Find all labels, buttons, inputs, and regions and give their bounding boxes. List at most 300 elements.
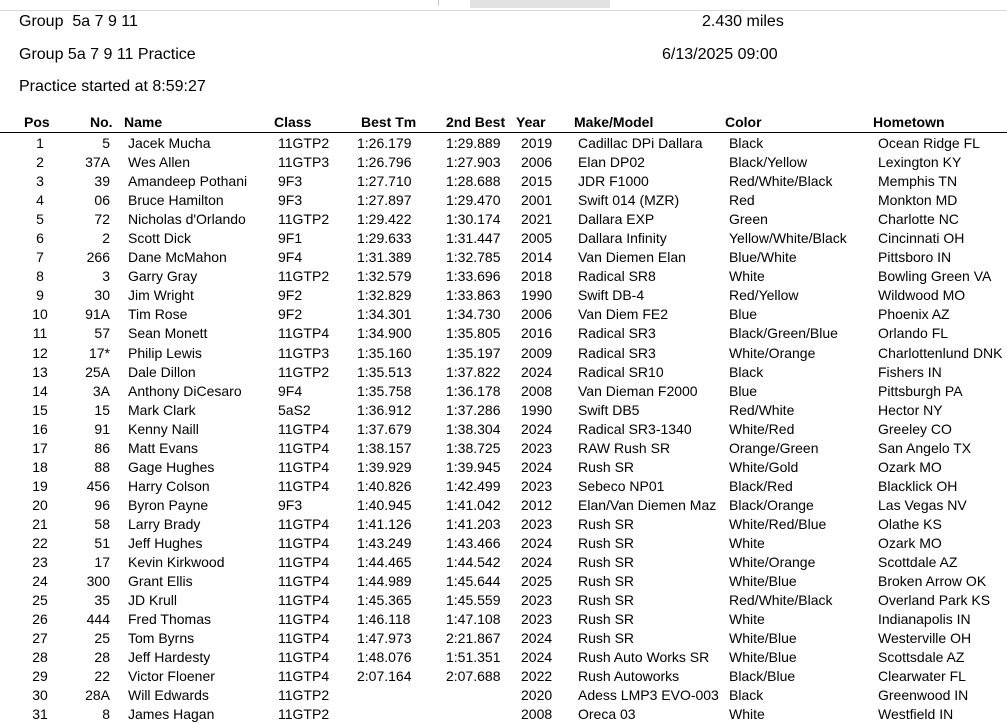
cell-make-model: Rush SR: [578, 458, 635, 475]
cell-best-time: 1:34.900: [357, 325, 412, 342]
cell-car-number: 58: [94, 515, 110, 532]
cell-hometown: Wildwood MO: [878, 287, 966, 304]
table-row: [0, 439, 1007, 458]
col-header-color: Color: [725, 114, 762, 130]
cell-class: 11GTP4: [278, 592, 330, 609]
col-header-class: Class: [274, 114, 312, 130]
table-row: [0, 267, 1007, 286]
cell-color: Red: [729, 192, 755, 209]
col-header-pos: Pos: [24, 114, 50, 130]
cell-hometown: Lexington KY: [878, 154, 962, 171]
cell-hometown: Bowling Green VA: [878, 268, 992, 285]
cell-driver-name: Dale Dillon: [128, 363, 196, 380]
cell-car-number: 25A: [85, 363, 110, 380]
cell-make-model: JDR F1000: [578, 173, 649, 190]
cell-year: 2016: [521, 325, 553, 342]
cell-best-time: 1:29.422: [357, 211, 412, 228]
cell-color: White/Blue: [729, 573, 797, 590]
cell-car-number: 39: [94, 173, 110, 190]
cell-make-model: RAW Rush SR: [578, 439, 671, 456]
cell-pos: 15: [32, 401, 48, 418]
cell-color: Black/Green/Blue: [729, 325, 838, 342]
cell-pos: 1: [36, 135, 44, 151]
cell-best-time: 1:34.301: [357, 306, 412, 323]
cell-second-best-time: 1:33.863: [446, 287, 501, 304]
cell-car-number: 51: [94, 534, 110, 551]
table-row: [0, 420, 1007, 439]
cell-pos: 18: [32, 458, 48, 475]
cell-driver-name: Grant Ellis: [128, 573, 193, 590]
table-row: [0, 134, 1007, 153]
cell-car-number: 3A: [92, 382, 110, 399]
cell-driver-name: Matt Evans: [128, 439, 199, 456]
cell-color: White: [729, 706, 765, 723]
cell-second-best-time: 1:34.730: [446, 306, 501, 323]
cell-second-best-time: 1:29.889: [446, 135, 501, 151]
table-row: [0, 686, 1007, 705]
results-column-headers: [0, 113, 1007, 133]
cell-class: 9F3: [278, 192, 303, 209]
cell-pos: 22: [32, 534, 48, 551]
cell-year: 2023: [521, 592, 553, 609]
cell-best-time: 1:32.579: [357, 268, 412, 285]
cell-make-model: Rush SR: [578, 611, 635, 628]
cell-make-model: Cadillac DPi Dallara: [578, 135, 703, 151]
cell-class: 11GTP4: [278, 573, 330, 590]
table-row: [0, 344, 1007, 363]
cell-year: 2024: [521, 554, 553, 571]
cell-second-best-time: 2:21.867: [446, 630, 501, 647]
cell-second-best-time: 1:37.822: [446, 363, 501, 380]
cell-car-number: 25: [94, 630, 110, 647]
cell-best-time: 2:07.164: [357, 668, 412, 685]
cell-make-model: Rush SR: [578, 630, 635, 647]
cell-class: 11GTP2: [278, 687, 330, 704]
cell-class: 9F4: [278, 249, 303, 266]
cell-second-best-time: 1:31.447: [446, 230, 501, 247]
cell-color: Yellow/White/Black: [729, 230, 847, 247]
cell-make-model: Sebeco NP01: [578, 477, 665, 494]
cell-pos: 9: [36, 287, 44, 304]
cell-make-model: Rush SR: [578, 554, 635, 571]
cell-driver-name: Jeff Hughes: [128, 534, 203, 551]
cell-hometown: Orlando FL: [878, 325, 949, 342]
cell-pos: 12: [32, 344, 48, 361]
cell-best-time: 1:40.945: [357, 496, 412, 513]
cell-class: 5aS2: [278, 401, 311, 418]
cell-car-number: 28: [94, 649, 110, 666]
cell-pos: 6: [36, 230, 44, 247]
table-row: [0, 591, 1007, 610]
cell-driver-name: Dane McMahon: [128, 249, 227, 266]
cell-hometown: Charlotte NC: [878, 211, 959, 228]
cell-driver-name: JD Krull: [128, 592, 178, 609]
cell-hometown: Hector NY: [878, 401, 943, 418]
cell-class: 11GTP4: [278, 458, 330, 475]
cell-best-time: 1:48.076: [357, 649, 412, 666]
table-row: [0, 210, 1007, 229]
cell-class: 11GTP4: [278, 325, 330, 342]
cell-pos: 24: [32, 573, 48, 590]
cell-make-model: Van Diem FE2: [578, 306, 668, 323]
toolbar-divider: [438, 0, 439, 6]
cell-year: 2005: [521, 230, 553, 247]
cell-best-time: 1:27.710: [357, 173, 412, 190]
cell-pos: 25: [32, 592, 48, 609]
cell-color: Black: [729, 687, 764, 704]
cell-driver-name: Garry Gray: [128, 268, 198, 285]
cell-class: 11GTP4: [278, 554, 330, 571]
cell-hometown: Greeley CO: [878, 420, 952, 437]
cell-class: 9F1: [278, 230, 303, 247]
cell-class: 11GTP4: [278, 420, 330, 437]
cell-second-best-time: 1:42.499: [446, 477, 501, 494]
cell-best-time: 1:35.160: [357, 344, 412, 361]
cell-pos: 13: [32, 363, 48, 380]
cell-car-number: 91A: [85, 306, 110, 323]
cell-hometown: Olathe KS: [878, 515, 942, 532]
cell-driver-name: Harry Colson: [128, 477, 210, 494]
cell-pos: 27: [32, 630, 48, 647]
cell-car-number: 72: [94, 211, 110, 228]
cell-best-time: 1:44.989: [357, 573, 412, 590]
cell-best-time: 1:27.897: [357, 192, 412, 209]
table-row: [0, 229, 1007, 248]
cell-pos: 11: [32, 325, 48, 342]
cell-pos: 4: [36, 192, 44, 209]
cell-pos: 20: [32, 496, 48, 513]
cell-car-number: 28A: [85, 687, 110, 704]
cell-year: 2023: [521, 611, 553, 628]
cell-year: 2021: [521, 211, 553, 228]
group-title: Group 5a 7 9 11: [19, 13, 138, 30]
cell-make-model: Radical SR3: [578, 325, 656, 342]
cell-color: Black/Blue: [729, 668, 796, 685]
cell-hometown: Ocean Ridge FL: [878, 135, 980, 151]
table-row: [0, 553, 1007, 572]
cell-hometown: Ozark MO: [878, 534, 942, 551]
cell-year: 2019: [521, 135, 553, 151]
cell-car-number: 88: [94, 458, 110, 475]
cell-pos: 5: [36, 211, 44, 228]
cell-hometown: Monkton MD: [878, 192, 958, 209]
cell-color: White/Red/Blue: [729, 515, 827, 532]
cell-class: 11GTP2: [278, 268, 330, 285]
cell-best-time: 1:43.249: [357, 534, 412, 551]
cell-hometown: Indianapolis IN: [878, 611, 971, 628]
cell-hometown: Greenwood IN: [878, 687, 969, 704]
cell-driver-name: James Hagan: [128, 706, 215, 723]
cell-year: 2024: [521, 458, 553, 475]
cell-second-best-time: 1:37.286: [446, 401, 501, 418]
cell-second-best-time: 1:41.203: [446, 515, 501, 532]
cell-make-model: Radical SR3: [578, 344, 656, 361]
cell-color: Red/White: [729, 401, 795, 418]
cell-year: 2024: [521, 630, 553, 647]
cell-make-model: Rush SR: [578, 534, 635, 551]
cell-car-number: 444: [86, 611, 110, 628]
cell-year: 2020: [521, 687, 553, 704]
cell-hometown: Overland Park KS: [878, 592, 991, 609]
cell-hometown: Scottsdale AZ: [878, 649, 965, 666]
cell-driver-name: Will Edwards: [128, 687, 209, 704]
cell-year: 1990: [521, 287, 553, 304]
col-header-no: No.: [90, 114, 113, 130]
cell-car-number: 456: [86, 477, 110, 494]
cell-second-best-time: 2:07.688: [446, 668, 501, 685]
cell-class: 11GTP4: [278, 630, 330, 647]
cell-car-number: 91: [94, 420, 110, 437]
cell-pos: 19: [32, 477, 48, 494]
cell-make-model: Van Dieman F2000: [578, 382, 698, 399]
cell-year: 2024: [521, 649, 553, 666]
table-row: [0, 363, 1007, 382]
cell-make-model: Swift DB-4: [578, 287, 645, 304]
table-row: [0, 172, 1007, 191]
cell-make-model: Elan/Van Diemen Maz: [578, 496, 717, 513]
cell-driver-name: Mark Clark: [128, 401, 196, 418]
col-header-year: Year: [516, 114, 546, 130]
cell-year: 2012: [521, 496, 553, 513]
cell-color: Black: [729, 363, 764, 380]
table-row: [0, 629, 1007, 648]
cell-car-number: 96: [94, 496, 110, 513]
cell-color: Blue: [729, 306, 758, 323]
cell-driver-name: Philip Lewis: [128, 344, 202, 361]
cell-car-number: 2: [102, 230, 110, 247]
cell-driver-name: Kevin Kirkwood: [128, 554, 225, 571]
cell-make-model: Oreca 03: [578, 706, 636, 723]
col-header-make-model: Make/Model: [574, 114, 654, 130]
cell-best-time: 1:32.829: [357, 287, 412, 304]
cell-year: 2025: [521, 573, 553, 590]
cell-hometown: Charlottenlund DNK: [878, 344, 1003, 361]
cell-best-time: 1:31.389: [357, 249, 412, 266]
cell-best-time: 1:36.912: [357, 401, 412, 418]
cell-second-best-time: 1:38.304: [446, 420, 501, 437]
cell-best-time: 1:46.118: [357, 611, 411, 628]
table-row: [0, 401, 1007, 420]
cell-hometown: Pittsburgh PA: [878, 382, 963, 399]
cell-best-time: 1:41.126: [357, 515, 412, 532]
cell-pos: 8: [36, 268, 44, 285]
cell-second-best-time: 1:41.042: [446, 496, 501, 513]
cell-car-number: 5: [102, 135, 110, 151]
table-row: [0, 705, 1007, 724]
cell-car-number: 37A: [85, 154, 110, 171]
cell-hometown: Westfield IN: [878, 706, 954, 723]
cell-year: 2024: [521, 363, 553, 380]
table-row: [0, 515, 1007, 534]
cell-best-time: 1:44.465: [357, 554, 412, 571]
cell-car-number: 30: [94, 287, 110, 304]
cell-pos: 14: [32, 382, 48, 399]
cell-class: 11GTP4: [278, 534, 330, 551]
cell-year: 2009: [521, 344, 553, 361]
cell-driver-name: Jim Wright: [128, 287, 194, 304]
cell-color: Black/Orange: [729, 496, 814, 513]
cell-make-model: Adess LMP3 EVO-003: [578, 687, 719, 704]
cell-car-number: 15: [94, 401, 110, 418]
cell-car-number: 22: [94, 668, 110, 685]
cell-pos: 29: [32, 668, 48, 685]
table-row: [0, 496, 1007, 515]
cell-driver-name: Jacek Mucha: [128, 135, 211, 151]
cell-best-time: 1:26.179: [357, 135, 412, 151]
table-row: [0, 477, 1007, 496]
cell-class: 11GTP2: [278, 135, 330, 151]
cell-make-model: Van Diemen Elan: [578, 249, 686, 266]
cell-car-number: 8: [102, 706, 110, 723]
cell-best-time: 1:29.633: [357, 230, 412, 247]
cell-driver-name: Bruce Hamilton: [128, 192, 224, 209]
session-datetime: 6/13/2025 09:00: [662, 46, 778, 63]
cell-second-best-time: 1:43.466: [446, 534, 501, 551]
cell-color: White/Red: [729, 420, 795, 437]
cell-year: 2024: [521, 534, 553, 551]
cell-make-model: Rush SR: [578, 592, 635, 609]
cell-second-best-time: 1:38.725: [446, 439, 501, 456]
cell-best-time: 1:40.826: [357, 477, 412, 494]
cell-hometown: Pittsboro IN: [878, 249, 952, 266]
cell-year: 2014: [521, 249, 553, 266]
cell-second-best-time: 1:29.470: [446, 192, 501, 209]
cell-make-model: Radical SR8: [578, 268, 656, 285]
cell-second-best-time: 1:45.644: [446, 573, 501, 590]
cell-driver-name: Amandeep Pothani: [128, 173, 248, 190]
cell-color: White/Orange: [729, 554, 816, 571]
cell-pos: 21: [32, 515, 48, 532]
cell-color: White: [729, 268, 765, 285]
cell-hometown: Cincinnati OH: [878, 230, 965, 247]
cell-class: 9F4: [278, 382, 303, 399]
cell-driver-name: Sean Monett: [128, 325, 208, 342]
cell-color: Blue: [729, 382, 758, 399]
col-header-name: Name: [124, 114, 163, 130]
cell-year: 2022: [521, 668, 553, 685]
cell-color: Black/Red: [729, 477, 793, 494]
cell-second-best-time: 1:36.178: [446, 382, 501, 399]
cell-driver-name: Kenny Naill: [128, 420, 199, 437]
cell-color: Red/Yellow: [729, 287, 799, 304]
cell-second-best-time: 1:35.805: [446, 325, 501, 342]
cell-hometown: Phoenix AZ: [878, 306, 950, 323]
cell-hometown: Memphis TN: [878, 173, 958, 190]
cell-best-time: 1:37.679: [357, 420, 412, 437]
horizontal-scroll-thumb[interactable]: [470, 0, 610, 8]
cell-driver-name: Scott Dick: [128, 230, 192, 247]
cell-class: 9F2: [278, 287, 303, 304]
table-row: [0, 248, 1007, 267]
cell-best-time: 1:35.513: [357, 363, 412, 380]
cell-driver-name: Victor Floener: [128, 668, 215, 685]
cell-color: Blue/White: [729, 249, 797, 266]
table-row: [0, 667, 1007, 686]
table-row: [0, 286, 1007, 305]
cell-year: 2008: [521, 706, 553, 723]
cell-pos: 3: [36, 173, 44, 190]
cell-best-time: 1:47.973: [357, 630, 412, 647]
cell-car-number: 17*: [88, 344, 110, 361]
cell-driver-name: Anthony DiCesaro: [128, 382, 242, 399]
cell-driver-name: Wes Allen: [128, 154, 190, 171]
table-row: [0, 305, 1007, 324]
table-row: [0, 648, 1007, 667]
cell-hometown: Fishers IN: [878, 363, 942, 380]
cell-color: White/Blue: [729, 630, 797, 647]
cell-pos: 31: [32, 706, 48, 723]
cell-second-best-time: 1:44.542: [446, 554, 501, 571]
cell-car-number: 17: [94, 554, 110, 571]
cell-year: 2023: [521, 515, 553, 532]
cell-color: Red/White/Black: [729, 173, 833, 190]
cell-best-time: 1:35.758: [357, 382, 412, 399]
cell-hometown: Westerville OH: [878, 630, 972, 647]
cell-make-model: Radical SR3-1340: [578, 420, 692, 437]
cell-driver-name: Byron Payne: [128, 496, 209, 513]
cell-second-best-time: 1:35.197: [446, 344, 501, 361]
cell-hometown: Ozark MO: [878, 458, 942, 475]
cell-make-model: Swift DB5: [578, 401, 640, 418]
cell-car-number: 35: [94, 592, 110, 609]
cell-second-best-time: 1:33.696: [446, 268, 501, 285]
cell-hometown: Broken Arrow OK: [878, 573, 987, 590]
cell-pos: 30: [32, 687, 48, 704]
cell-make-model: Dallara Infinity: [578, 230, 667, 247]
cell-hometown: Scottdale AZ: [878, 554, 958, 571]
cell-class: 9F3: [278, 496, 303, 513]
cell-class: 11GTP2: [278, 363, 330, 380]
track-length: 2.430 miles: [702, 13, 784, 30]
cell-class: 11GTP2: [278, 706, 330, 723]
cell-class: 11GTP4: [278, 649, 330, 666]
col-header-hometown: Hometown: [873, 114, 945, 130]
cell-make-model: Elan DP02: [578, 154, 645, 171]
table-row: [0, 191, 1007, 210]
cell-pos: 16: [32, 420, 48, 437]
cell-year: 2006: [521, 154, 553, 171]
cell-best-time: 1:38.157: [357, 439, 412, 456]
cell-second-best-time: 1:39.945: [446, 458, 501, 475]
col-header-best-time: Best Tm: [361, 114, 417, 130]
table-row: [0, 610, 1007, 629]
cell-color: Black/Yellow: [729, 154, 808, 171]
cell-class: 11GTP3: [278, 344, 330, 361]
table-row: [0, 572, 1007, 591]
cell-driver-name: Fred Thomas: [128, 611, 211, 628]
cell-color: White: [729, 611, 765, 628]
cell-make-model: Radical SR10: [578, 363, 664, 380]
cell-make-model: Rush SR: [578, 515, 635, 532]
cell-color: White/Gold: [729, 458, 799, 475]
cell-color: Green: [729, 211, 768, 228]
cell-color: White/Blue: [729, 649, 797, 666]
cell-pos: 23: [32, 554, 48, 571]
cell-second-best-time: 1:28.688: [446, 173, 501, 190]
cell-hometown: Clearwater FL: [878, 668, 966, 685]
cell-year: 2023: [521, 477, 553, 494]
table-row: [0, 534, 1007, 553]
table-row: [0, 382, 1007, 401]
cell-car-number: 300: [86, 573, 110, 590]
cell-make-model: Dallara EXP: [578, 211, 655, 228]
cell-second-best-time: 1:30.174: [446, 211, 501, 228]
cell-hometown: San Angelo TX: [878, 439, 972, 456]
cell-driver-name: Tim Rose: [128, 306, 188, 323]
cell-make-model: Rush SR: [578, 573, 635, 590]
cell-car-number: 86: [94, 439, 110, 456]
cell-color: Black: [729, 135, 764, 151]
